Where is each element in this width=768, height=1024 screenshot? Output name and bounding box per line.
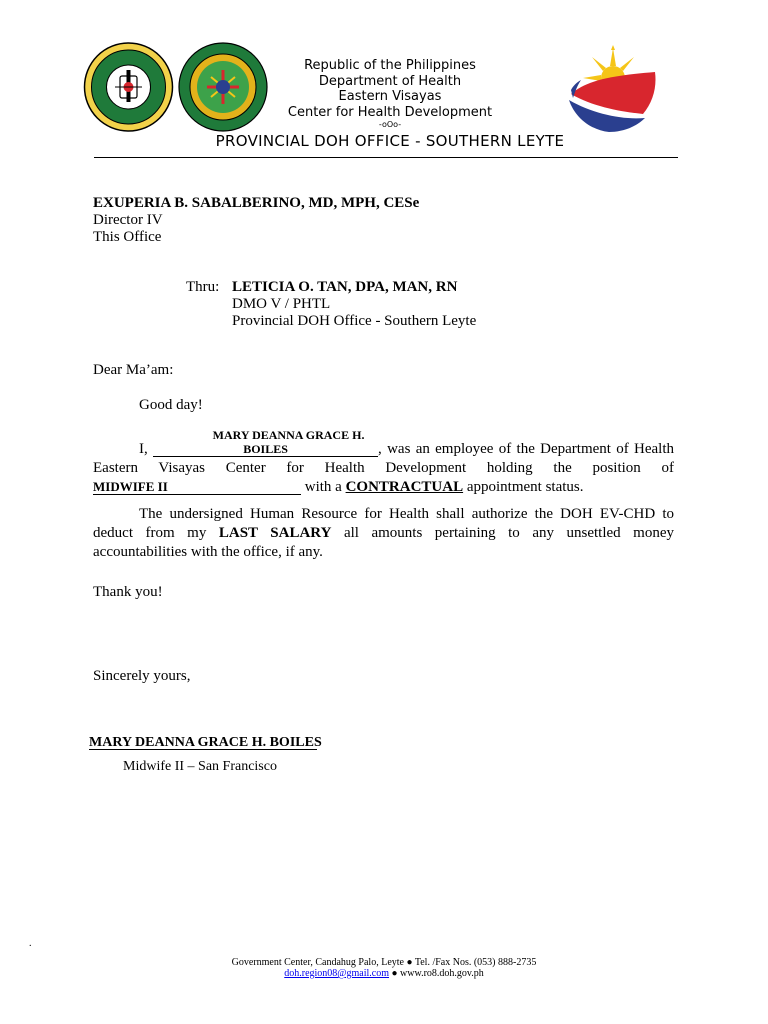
- header-line-department: Department of Health: [318, 73, 462, 89]
- footer-website: www.ro8.doh.gov.ph: [400, 968, 484, 979]
- header-line-center: Center for Health Development: [287, 104, 493, 120]
- position-fill: MIDWIFE II: [93, 480, 301, 495]
- header-line-republic: Republic of the Philippines: [304, 58, 476, 73]
- footer-separator: ●: [391, 968, 398, 979]
- p2-part1: The undersigned Human Resource for Health shall authorize the DOH EV-CHD to deduct from my: [93, 506, 674, 541]
- signatory-position: Midwife II – San Francisco: [123, 759, 277, 774]
- paragraph-authorization: [93, 505, 674, 562]
- p1-with: with a: [304, 479, 342, 495]
- employee-name-fill: MARY DEANNA GRACE H. BOILES: [153, 428, 378, 457]
- doh-eastern-visayas-seal: [177, 42, 269, 132]
- thanks-line: Thank you!: [93, 584, 163, 600]
- doh-philippines-seal: [82, 42, 175, 132]
- letterhead-header: [260, 58, 520, 130]
- thru-position: DMO V / PHTL: [232, 296, 331, 312]
- philippine-flag-sun-logo: [565, 42, 661, 134]
- p1-part1: , was an employee of the Department of Health Eastern Visayas Center for Health Development holding the position of: [93, 441, 674, 476]
- header-line-region: Eastern Visayas: [338, 89, 442, 104]
- thru-label: Thru:: [186, 279, 220, 295]
- addressee-name: EXUPERIA B. SABALBERINO, MD, MPH, CESe: [93, 195, 420, 211]
- closing-line: Sincerely yours,: [93, 668, 191, 684]
- footer-contact: [0, 968, 768, 980]
- addressee-position: Director IV: [93, 212, 163, 228]
- last-salary-emphasis: LAST SALARY: [218, 525, 332, 541]
- footer-email-link[interactable]: doh.region08@gmail.com: [284, 968, 389, 979]
- thru-block: [232, 278, 692, 331]
- addressee-block: [93, 194, 693, 247]
- thru-office: Provincial DOH Office - Southern Leyte: [232, 313, 477, 329]
- signatory-name: MARY DEANNA GRACE H. BOILES: [89, 735, 322, 750]
- paragraph-employment: [93, 428, 674, 497]
- appointment-status: CONTRACTUAL: [345, 479, 464, 495]
- p2-part2: all amounts pertaining to any unsettled money accountabilities with the office, if any.: [93, 525, 674, 560]
- footer-address: Government Center, Candahug Palo, Leyte ● Tel. /Fax Nos. (053) 888-2735: [231, 957, 537, 968]
- header-divider: [94, 157, 678, 158]
- signature-line: [89, 749, 317, 750]
- greeting: Good day!: [139, 397, 203, 413]
- addressee-office: This Office: [93, 229, 162, 245]
- thru-name: LETICIA O. TAN, DPA, MAN, RN: [232, 279, 458, 295]
- salutation: Dear Ma’am:: [93, 362, 174, 378]
- stray-mark: .: [29, 938, 32, 949]
- header-ornament: -oOo-: [378, 120, 402, 129]
- p1-end: appointment status.: [466, 479, 584, 495]
- p1-prefix: I,: [139, 441, 148, 457]
- office-title: PROVINCIAL DOH OFFICE - SOUTHERN LEYTE: [215, 132, 565, 150]
